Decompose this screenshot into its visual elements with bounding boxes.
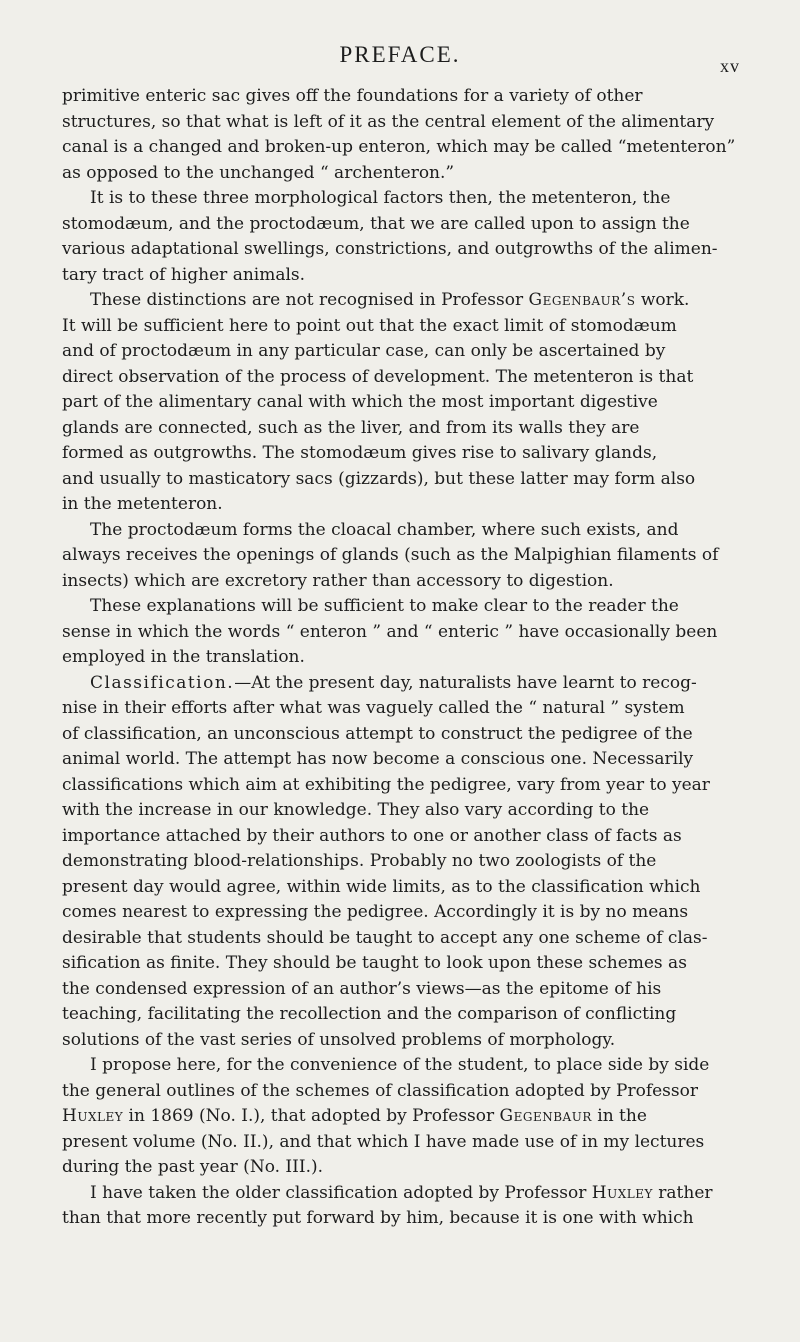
text-line: nise in their efforts after what was vaguely called the “ natural ” system <box>62 698 685 718</box>
text-line: part of the alimentary canal with which the most important digestive <box>62 392 658 412</box>
text-line: the condensed expression of an author’s views—as the epitome of his <box>62 978 662 999</box>
text-span: in 1869 (No. I.), that adopted by Professor <box>123 1106 500 1126</box>
paragraph-start-line: The proctodæum forms the cloacal chamber, where such exists, and <box>90 519 679 540</box>
text-line: It will be sufficient here to point out that the exact limit of stomodæum <box>62 315 677 336</box>
text-line: teaching, facilitating the recollection and the comparison of conflicting <box>62 1004 677 1024</box>
text-line: sense in which the words “ enteron ” and “ enteric ” have occasionally been <box>62 621 718 642</box>
text-line: desirable that students should be taught to accept any one scheme of clas- <box>62 927 708 948</box>
text-line: the general outlines of the schemes of classification adopted by Professor <box>62 1080 698 1101</box>
page-number: xv <box>720 56 740 76</box>
text-line <box>62 1104 784 1130</box>
paragraph-start-line <box>62 288 784 314</box>
text-line: present day would agree, within wide limits, as to the classification which <box>62 876 701 897</box>
text-line: importance attached by their authors to one or another class of facts as <box>62 825 682 846</box>
running-head: PREFACE. <box>339 42 461 67</box>
text-line: during the past year (No. III.). <box>62 1157 324 1177</box>
text-span: I have taken the older classification adopted by Professor <box>90 1182 592 1203</box>
text-span: rather <box>652 1182 713 1203</box>
text-line: present volume (No. II.), and that which I have made use of in my lectures <box>62 1131 705 1152</box>
text-span: work. <box>635 290 690 310</box>
text-line: demonstrating blood-relationships. Probably no two zoologists of the <box>62 851 657 871</box>
text-line: with the increase in our knowledge. They also vary according to the <box>62 800 650 820</box>
text-line: insects) which are excretory rather than accessory to digestion. <box>62 570 614 591</box>
text-line: of classification, an unconscious attempt to construct the pedigree of the <box>62 723 693 744</box>
section-heading: Classification. <box>90 672 235 693</box>
text-span: in the <box>591 1106 647 1126</box>
text-line: comes nearest to expressing the pedigree. Accordingly it is by no means <box>62 902 689 922</box>
text-line: animal world. The attempt has now become a conscious one. Necessarily <box>62 749 694 769</box>
text-line: employed in the translation. <box>62 647 305 667</box>
text-line: and of proctodæum in any particular case, can only be ascertained by <box>62 341 666 361</box>
text-line: solutions of the vast series of unsolved problems of morphology. <box>62 1029 616 1050</box>
body-text <box>62 84 784 1232</box>
text-line: formed as outgrowths. The stomodæum gives rise to salivary glands, <box>62 443 658 463</box>
author-name: Gegenbaur’s <box>528 290 636 310</box>
text-line: canal is a changed and broken-up enteron, which may be called “metenteron” <box>62 137 736 157</box>
text-line: sification as finite. They should be taught to look upon these schemes as <box>62 953 687 973</box>
author-name: Gegenbaur <box>499 1106 592 1126</box>
text-line: as opposed to the unchanged “ archenteron.” <box>62 162 455 183</box>
text-line: and usually to masticatory sacs (gizzards), but these latter may form also <box>62 468 696 489</box>
text-line: structures, so that what is left of it as the central element of the alimentary <box>62 111 715 132</box>
paragraph-start-line: I propose here, for the convenience of the student, to place side by side <box>90 1055 710 1075</box>
text-line: various adaptational swellings, constrictions, and outgrowths of the alimen- <box>62 239 718 259</box>
author-name: Huxley <box>62 1106 124 1126</box>
text-span: These distinctions are not recognised in Professor <box>90 290 529 310</box>
section-heading-line <box>62 671 784 697</box>
text-line: than that more recently put forward by him, because it is one with which <box>62 1208 694 1228</box>
text-span: —At the present day, naturalists have learnt to recog- <box>234 672 697 693</box>
text-line: tary tract of higher animals. <box>62 264 306 285</box>
text-line: classifications which aim at exhibiting the pedigree, vary from year to year <box>62 774 710 795</box>
text-line: direct observation of the process of development. The metenteron is that <box>62 366 694 387</box>
text-line: in the metenteron. <box>62 494 223 514</box>
author-name: Huxley <box>591 1182 653 1203</box>
text-line: stomodæum, and the proctodæum, that we are called upon to assign the <box>62 213 690 234</box>
text-line: glands are connected, such as the liver, and from its walls they are <box>62 417 640 438</box>
paragraph-start-line: It is to these three morphological factors then, the metenteron, the <box>90 188 671 208</box>
text-line: always receives the openings of glands (such as the Malpighian filaments of <box>62 545 719 565</box>
paragraph-start-line <box>62 1181 784 1207</box>
text-line: primitive enteric sac gives off the foundations for a variety of other <box>62 86 643 106</box>
paragraph-start-line: These explanations will be sufficient to make clear to the reader the <box>90 596 679 616</box>
